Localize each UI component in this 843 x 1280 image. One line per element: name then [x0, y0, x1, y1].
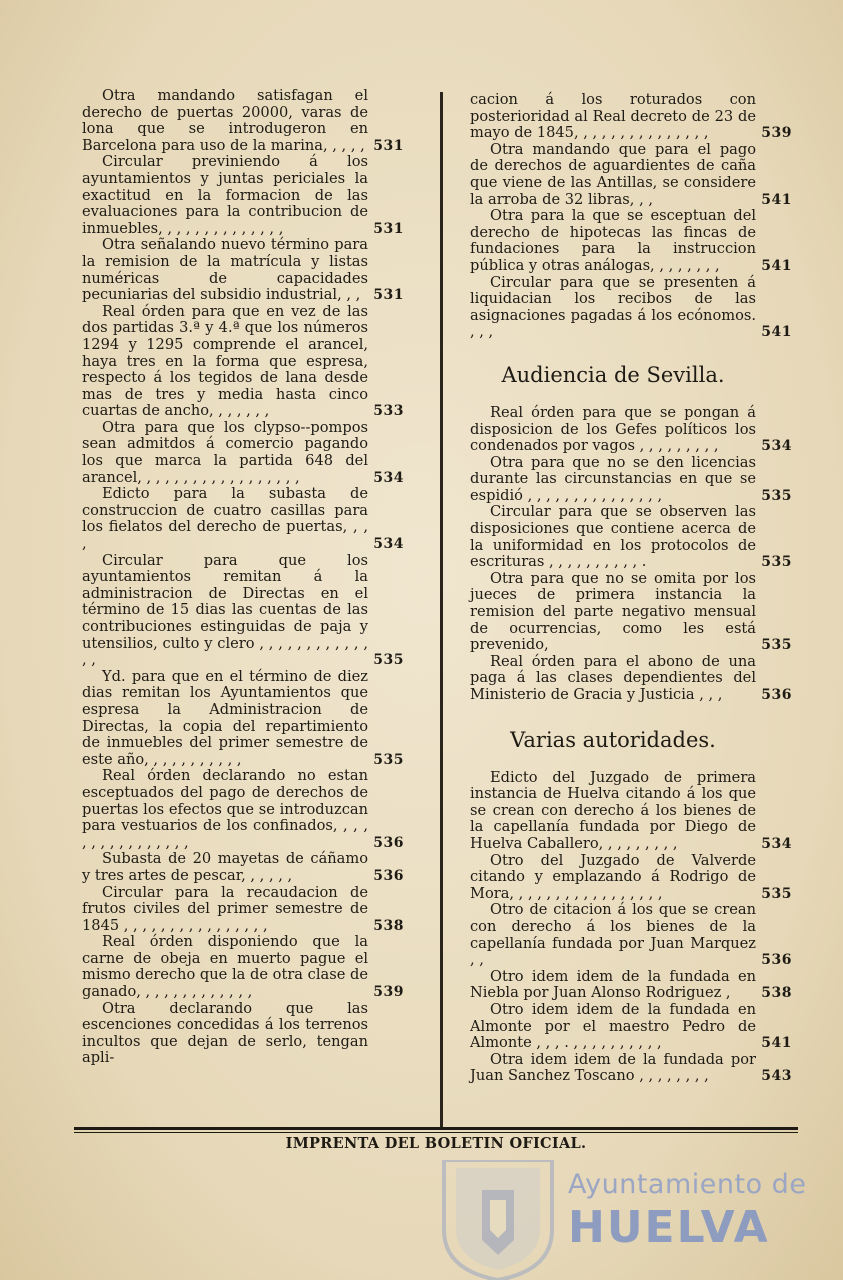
section-title-varias-autoridades: Varias autoridades. [510, 727, 716, 752]
left-column [82, 88, 404, 1067]
entry-text: Circular para que se observen las disposiciones que contiene acerca de la uniformidad en los protocolos de escrituras , , , , , , , , , , . [470, 503, 756, 571]
entry-text: Real órden para el abono de una paga á las clases dependientes del Ministerio de Gracia y Justicia , , , [470, 652, 756, 703]
entry-text: Circular previniendo á los ayuntamientos y juntas periciales la exactitud en la formacion de las evaluaciones para la contribucion de inmuebles, , , , , , , , , , , , , , [82, 153, 368, 237]
entry-text: Otra mandando que para el pago de derechos de aguardientes de caña que viene de las Antillas, se considere la arroba de 32 libras, , , [470, 140, 756, 208]
entry-text: Circular para que se presenten á liquidacian los recibos de las asignaciones pagadas á los ecónomos. , , , [470, 273, 756, 341]
entry-page-number: 538 [761, 985, 792, 1002]
index-entry [470, 969, 792, 1002]
entry-page-number: 534 [373, 469, 404, 486]
entry-page-number: 536 [761, 687, 792, 703]
index-entry [82, 934, 404, 1000]
entry-page-number: 539 [761, 125, 792, 142]
index-entry [82, 486, 404, 552]
entry-text: Otra para que no se den licencias durante las circunstancias en que se espidió , , , , , , , , , , , , , , , [470, 453, 756, 504]
entry-text: Otro de citacion á los que se crean con derecho á los bienes de la capellanía fundada por Juan Marquez , , [470, 901, 756, 969]
entry-page-number: 541 [761, 1035, 792, 1052]
entry-page-number: 531 [373, 287, 404, 304]
entry-text: Otra mandando satisfagan el derecho de puertas 20000, varas de lona que se introdugeron en Barcelona para uso de la marina, , , , , [82, 87, 368, 154]
entry-text: Yd. para que en el término de diez dias remitan los Ayuntamientos que espresa la Administracion de Directas, la copia del repartimiento de inmuebles del primer semestre de este año, , , , , , , , , , , [82, 667, 368, 768]
index-entry [82, 304, 404, 420]
index-entry [470, 770, 792, 853]
entry-text: Real órden para que en vez de las dos partidas 3.ª y 4.ª que los números 1294 y 1295 comprende el arancel, haya tres en la forma que espresa, respecto á los tegidos de lana desde mas de tres y media hasta cinco cuartas de ancho, , , , , , , [82, 302, 368, 420]
index-entry [470, 92, 792, 142]
right-top-entries [470, 92, 792, 341]
footer-rule-thin [74, 1132, 798, 1133]
index-entry [82, 851, 404, 884]
entry-page-number: 535 [761, 487, 792, 504]
entry-page-number: 541 [761, 257, 792, 274]
entry-text: Otra señalando nuevo término para la remision de la matrícula y listas numéricas de capacidades pecuniarias del subsidio industrial, , , [82, 236, 368, 304]
index-entry [82, 154, 404, 237]
footer-rule-thick [74, 1127, 798, 1130]
entry-page-number: 543 [761, 1068, 792, 1085]
entry-text: Real órden para que se pongan á disposicion de los Gefes políticos los condenados por vagos , , , , , , , , , [470, 403, 756, 455]
entry-page-number: 531 [373, 137, 404, 154]
section-title-audiencia-sevilla: Audiencia de Sevilla. [501, 362, 725, 387]
entry-text: Otra para que los clypso--pompos sean admitdos á comercio pagando los que marca la partida 648 del arancel, , , , , , , , , , , , , , , , , , [82, 418, 368, 486]
entry-text: Otra para la que se esceptuan del derecho de hipotecas las fincas de fundaciones para la instruccion pública y otras análogas, , , , , , , , [470, 207, 756, 274]
index-entry [82, 669, 404, 769]
index-entry [82, 768, 404, 851]
index-entry [470, 1002, 792, 1052]
index-entry [470, 142, 792, 208]
entry-text: Real órden disponiendo que la carne de obeja en muerto pague el mismo derecho que la de otra clase de ganado, , , , , , , , , , , , , [82, 933, 368, 1001]
entry-page-number: 535 [373, 652, 404, 669]
entry-page-number: 534 [761, 438, 792, 455]
entry-page-number: 535 [761, 885, 792, 902]
entry-text: Edicto del Juzgado de primera instancia de Huelva citando á los que se crean con derecho á los bienes de la capellanía fundada por Diego de Huelva Caballero, , , , , , , , , [470, 768, 756, 852]
index-entry [470, 902, 792, 968]
entry-page-number: 538 [373, 917, 404, 934]
entry-text: Otra para que no se omita por los jueces de primera instancia la remision del parte negativo mensual de ocurrencias, como les está prevenido, [470, 569, 756, 654]
index-entry [470, 405, 792, 455]
entry-text: Otro idem idem de la fundada en Almonte por el maestro Pedro de Almonte , , , . , , , , , , , , , , [470, 1000, 756, 1052]
entry-text: Otra declarando que las escenciones concedidas á los terrenos incultos que dejan de serlo, tengan apli- [82, 999, 368, 1067]
entry-page-number: 535 [373, 751, 404, 768]
entry-page-number: 534 [761, 835, 792, 852]
entry-text: Circular para la recaudacion de frutos civiles del primer semestre de 1845 , , , , , , , , , , , , , , , , [82, 883, 368, 934]
index-entry [470, 1052, 792, 1085]
entry-page-number: 533 [373, 403, 404, 420]
index-entry [470, 455, 792, 505]
index-entry [470, 504, 792, 570]
entry-page-number: 539 [373, 984, 404, 1001]
entry-text: Real órden declarando no estan esceptuados del pago de derechos de puertas los efectos que se introduzcan para vestuarios de los confinados, , , , , , , , , , , , , , , , [82, 767, 368, 851]
varias-entries [470, 770, 792, 1085]
sevilla-entries [470, 405, 792, 704]
printer-imprint: IMPRENTA DEL BOLETIN OFICIAL. [285, 1135, 587, 1152]
entry-page-number: 536 [373, 834, 404, 851]
index-entry [82, 88, 404, 154]
index-entry [470, 571, 792, 654]
entry-page-number: 535 [761, 554, 792, 571]
index-entry [82, 1001, 404, 1067]
entry-page-number: 531 [373, 220, 404, 237]
index-entry [470, 208, 792, 274]
entry-text: Circular para que los ayuntamientos remitan á la administracion de Directas en el término de 15 dias las cuentas de las contribuciones estinguidas de paja y utensilios, culto y clero , , , , , , , , , , , , , , [82, 551, 368, 669]
index-entry [82, 237, 404, 303]
entry-text: Otra idem idem de la fundada por Juan Sanchez Toscano , , , , , , , , [470, 1050, 756, 1085]
entry-text: Edicto para la subasta de construccion de cuatro casillas para los fielatos del derecho de puertas, , , , [82, 485, 368, 553]
column-divider [440, 92, 443, 1127]
entry-text: Subasta de 20 mayetas de cáñamo y tres artes de pescar, , , , , , [82, 850, 368, 884]
index-entry [82, 420, 404, 486]
watermark-line1: Ayuntamiento de [568, 1169, 807, 1200]
entry-page-number: 534 [373, 536, 404, 553]
watermark-line2: HUELVA [568, 1202, 770, 1253]
entry-page-number: 535 [761, 637, 792, 654]
entry-text: Otro del Juzgado de Valverde citando y emplazando á Rodrigo de Mora, , , , , , , , , , , , , , , , , [470, 851, 756, 902]
entry-page-number: 541 [761, 324, 792, 341]
index-entry [82, 553, 404, 669]
entry-page-number: 536 [761, 952, 792, 969]
entry-text: cacion á los roturados con posterioridad al Real decreto de 23 de mayo de 1845, , , , , , , , , , , , , , , [470, 91, 756, 142]
right-column [470, 92, 792, 1085]
entry-page-number: 541 [761, 191, 792, 208]
index-entry [470, 853, 792, 903]
index-entry [470, 654, 792, 704]
index-entry [470, 275, 792, 341]
index-entry [82, 885, 404, 935]
entry-text: Otro idem idem de la fundada en Niebla por Juan Alonso Rodriguez , [470, 967, 756, 1002]
entry-page-number: 536 [373, 867, 404, 884]
